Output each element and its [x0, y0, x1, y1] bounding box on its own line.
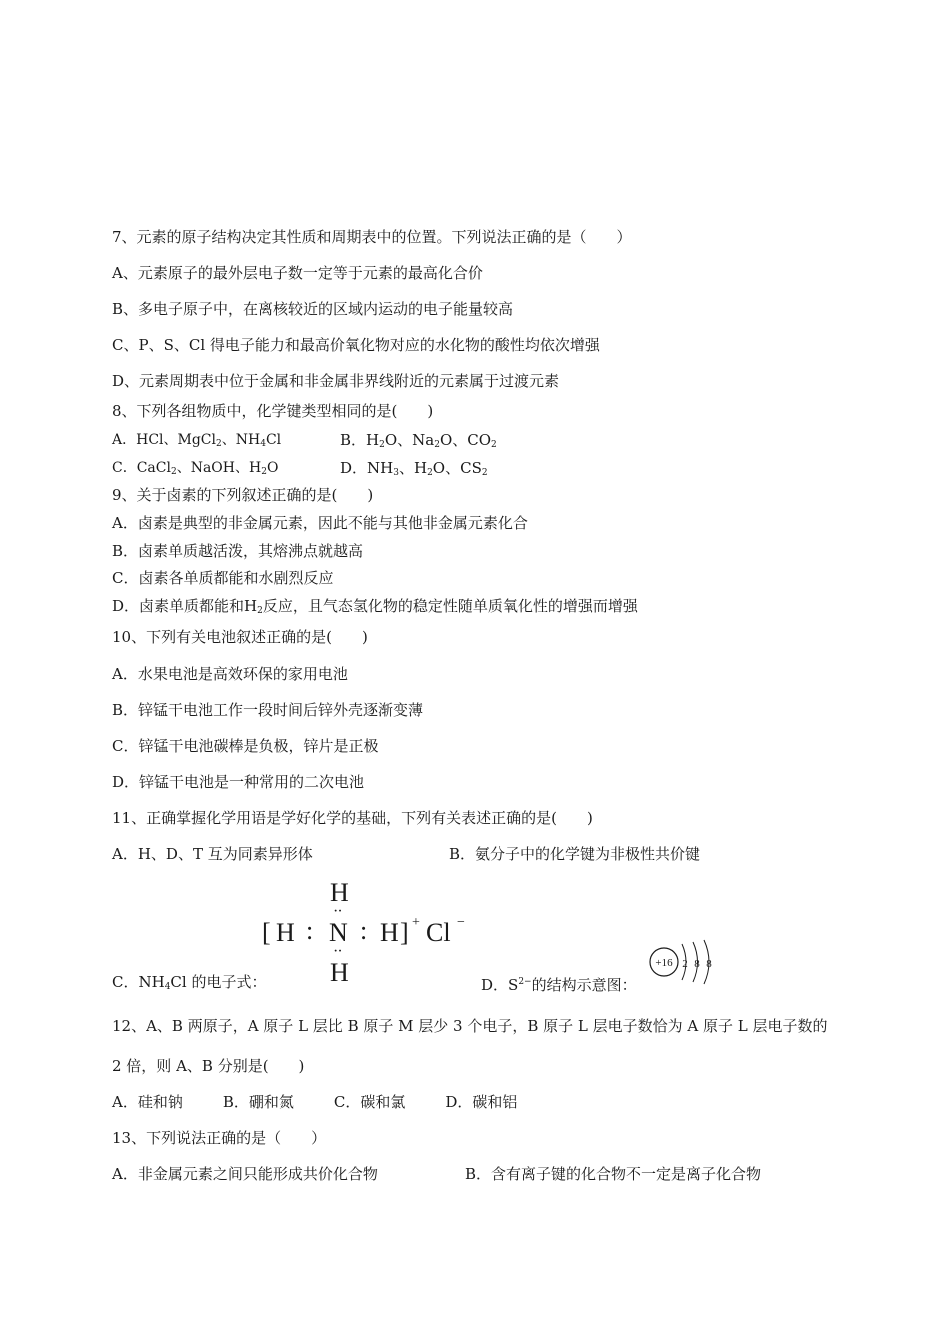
shell-count-3: 8 — [706, 958, 712, 970]
q12-option-b: B．硼和氮 — [222, 1093, 294, 1111]
nucleus-charge: +16 — [655, 957, 673, 969]
shell-count-2: 8 — [694, 958, 700, 970]
q12-options — [112, 1092, 557, 1112]
q8-option-c: C．CaCl$_2$、NaOH、$H_2O$ — [112, 460, 279, 477]
formula-h-top: H — [330, 878, 349, 907]
formula-dots-top: ·· — [333, 903, 342, 920]
formula-h-left: H — [276, 918, 295, 947]
formula-cl: Cl — [426, 918, 451, 947]
formula-dots-bottom: ·· — [333, 943, 342, 960]
q8-option-a: A．HCl、MgCl$_2$、$NH_4Cl$ — [112, 432, 282, 449]
q12-option-d: D．碳和铝 — [445, 1093, 518, 1111]
q7-option-a: A、元素原子的最外层电子数一定等于元素的最高化合价 — [112, 264, 483, 282]
q11-option-a: A．H、D、T 互为同素异形体 — [112, 845, 313, 863]
formula-colon-left: : — [306, 916, 314, 945]
q11-option-c: C．$NH_4Cl$ 的电子式： — [112, 973, 267, 992]
q9-stem: 9、关于卤素的下列叙述正确的是( ) — [112, 486, 374, 504]
sulfide-ion-structure-diagram — [646, 938, 726, 986]
q12-stem-line1: 12、A、B 两原子，A 原子 L 层比 B 原子 M 层少 3 个电子，B 原子 L 层电子数恰为 A 原子 L 层电子数的 — [112, 1017, 828, 1035]
q7-option-c: C、P、S、Cl 得电子能力和最高价氧化物对应的水化物的酸性均依次增强 — [112, 336, 600, 354]
q10-option-c: C．锌锰干电池碳棒是负极，锌片是正极 — [112, 737, 379, 755]
q10-stem: 10、下列有关电池叙述正确的是( ) — [112, 628, 368, 646]
formula-colon-right: : — [360, 916, 368, 945]
formula-charge-plus: + — [412, 915, 420, 930]
formula-right-bracket: ] — [400, 918, 409, 947]
q13-stem: 13、下列说法正确的是（ ） — [112, 1129, 327, 1147]
q10-option-a: A．水果电池是高效环保的家用电池 — [112, 665, 348, 683]
q8-option-b: B．$H_2O$、$Na_2O$、$CO_2$ — [340, 431, 497, 450]
q12-option-c: C．碳和氯 — [333, 1093, 406, 1111]
q10-option-b: B．锌锰干电池工作一段时间后锌外壳逐渐变薄 — [112, 701, 424, 719]
formula-h-right: H — [380, 918, 399, 947]
q10-option-d: D．锌锰干电池是一种常用的二次电池 — [112, 773, 365, 791]
formula-charge-minus: − — [457, 915, 465, 930]
q7-option-b: B、多电子原子中，在离核较近的区域内运动的电子能量较高 — [112, 300, 514, 318]
q9-option-a: A．卤素是典型的非金属元素，因此不能与其他非金属元素化合 — [112, 514, 528, 532]
q9-option-d: D．卤素单质都能和$H_2$反应，且气态氢化物的稳定性随单质氧化性的增强而增强 — [112, 597, 638, 616]
q11-option-d: D．$S^{2-}$的结构示意图： — [481, 976, 637, 994]
q11-stem: 11、正确掌握化学用语是学好化学的基础，下列有关表述正确的是( ) — [112, 809, 593, 827]
nh4cl-electron-formula — [262, 878, 482, 988]
formula-n: N — [329, 918, 348, 947]
q12-stem-line2: 2 倍，则 A、B 分别是( ) — [112, 1057, 305, 1075]
shell-count-1: 2 — [682, 958, 688, 970]
formula-left-bracket: [ — [262, 918, 271, 947]
formula-h-bottom: H — [330, 958, 349, 987]
q13-option-b: B．含有离子键的化合物不一定是离子化合物 — [465, 1165, 762, 1183]
q12-option-a: A．硅和钠 — [112, 1093, 183, 1111]
q7-option-d: D、元素周期表中位于金属和非金属非界线附近的元素属于过渡元素 — [112, 372, 560, 390]
q11-option-b: B．氨分子中的化学键为非极性共价键 — [449, 845, 701, 863]
q13-option-a: A．非金属元素之间只能形成共价化合物 — [112, 1165, 378, 1183]
q8-stem: 8、下列各组物质中，化学键类型相同的是( ) — [112, 402, 434, 420]
q9-option-b: B．卤素单质越活泼，其熔沸点就越高 — [112, 542, 364, 560]
q9-option-c: C．卤素各单质都能和水剧烈反应 — [112, 569, 334, 587]
q8-option-d: D．$NH_3$、$H_2O$、$CS_2$ — [340, 459, 488, 478]
q7-stem: 7、元素的原子结构决定其性质和周期表中的位置。下列说法正确的是（ ） — [112, 228, 632, 246]
